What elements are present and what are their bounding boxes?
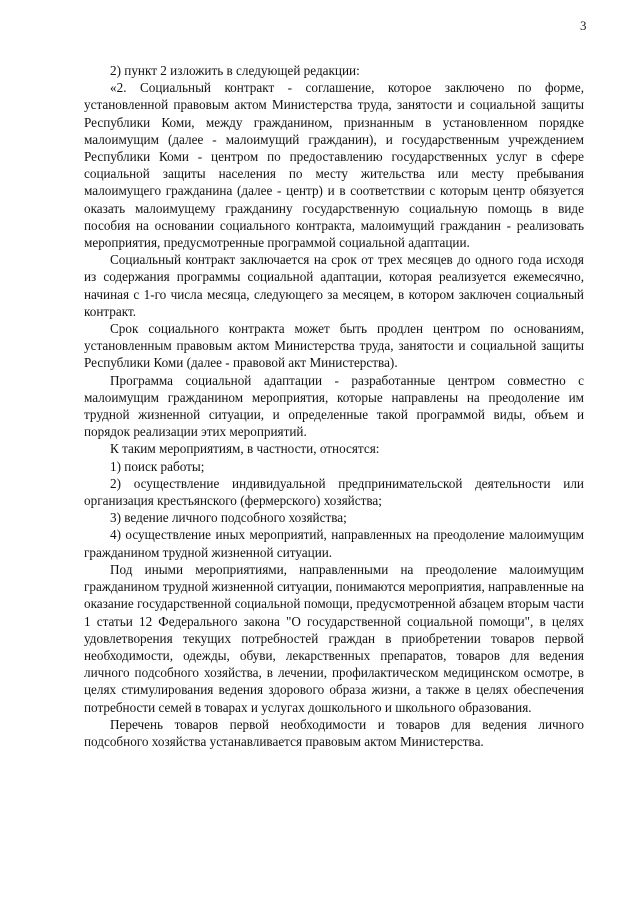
page-number: 3 [580,18,587,33]
list-item-3: 3) ведение личного подсобного хозяйства; [110,510,347,526]
list-item-4: 4) осуществление иных мероприятий, направленных на преодоление малоимущим гражданином трудной жизненной ситуации. [84,527,584,560]
paragraph-6: К таким мероприятиям, в частности, относятся: [110,441,380,457]
list-item-1: 1) поиск работы; [110,458,205,474]
paragraph-3: Социальный контракт заключается на срок от трех месяцев до одного года исходя из содержания программы социальной адаптации, которая реализуется ежемесячно, начиная с 1-го числа месяца, следующего за месяцем, в котором заключен социальный контракт. [84,252,584,319]
paragraph-8: Перечень товаров первой необходимости и товаров для ведения личного подсобного хозяйства устанавливается правовым актом Министерства. [84,716,584,749]
paragraph-5: Программа социальной адаптации - разработанные центром совместно с малоимущим гражданином мероприятия, которые направлены на преодоление им трудной жизненной ситуации, и определенные такой программой виды, объем и порядок реализации этих мероприятий. [84,372,584,440]
list-item-2: 2) осуществление индивидуальной предпринимательской деятельности или организация крестьянского (фермерского) хозяйства; [84,475,584,509]
paragraph-2: «2. Социальный контракт - соглашение, которое заключено по форме, установленной правовым актом Министерства труда, занятости и социальной защиты Республики Коми, между гражданином, признанным в установленном порядке малоимущим (далее - малоимущий гражданин), и государственным учреждением Республики Коми - центром по предоставлению государственных услуг в сфере социальной защиты населения по месту жительства или месту пребывания малоимущего гражданина (далее - центр) и в соответствии с которым центр обязуется оказать малоимущему гражданину государственную социальную помощь в виде пособия на основании социального контракта, малоимущий гражданин - реализовать мероприятия, предусмотренные программой социальной адаптации. [84,80,584,251]
paragraph-4: Срок социального контракта может быть продлен центром по основаниям, установленным правовым актом Министерства труда, занятости и социальной защиты Республики Коми (далее - правовой акт Министерства). [84,321,584,371]
document-body [84,62,584,750]
paragraph-1: 2) пункт 2 изложить в следующей редакции: [110,63,360,78]
paragraph-7: Под иными мероприятиями, направленными на преодоление малоимущим гражданином трудной жизненной ситуации, понимаются мероприятия, направленные на оказание государственной социальной помощи, предусмотренной абзацем вторым части 1 статьи 12 Федерального закона "О государственной социальной помощи", в целях удовлетворения текущих потребностей граждан в приобретении товаров первой необходимости, одежды, обуви, лекарственных препаратов, товаров для ведения личного подсобного хозяйства, в лечении, профилактическом медицинском осмотре, в целях стимулирования ведения здорового образа жизни, а также в целях обеспечения потребности семей в товарах и услугах дошкольного и школьного образования. [84,561,584,715]
